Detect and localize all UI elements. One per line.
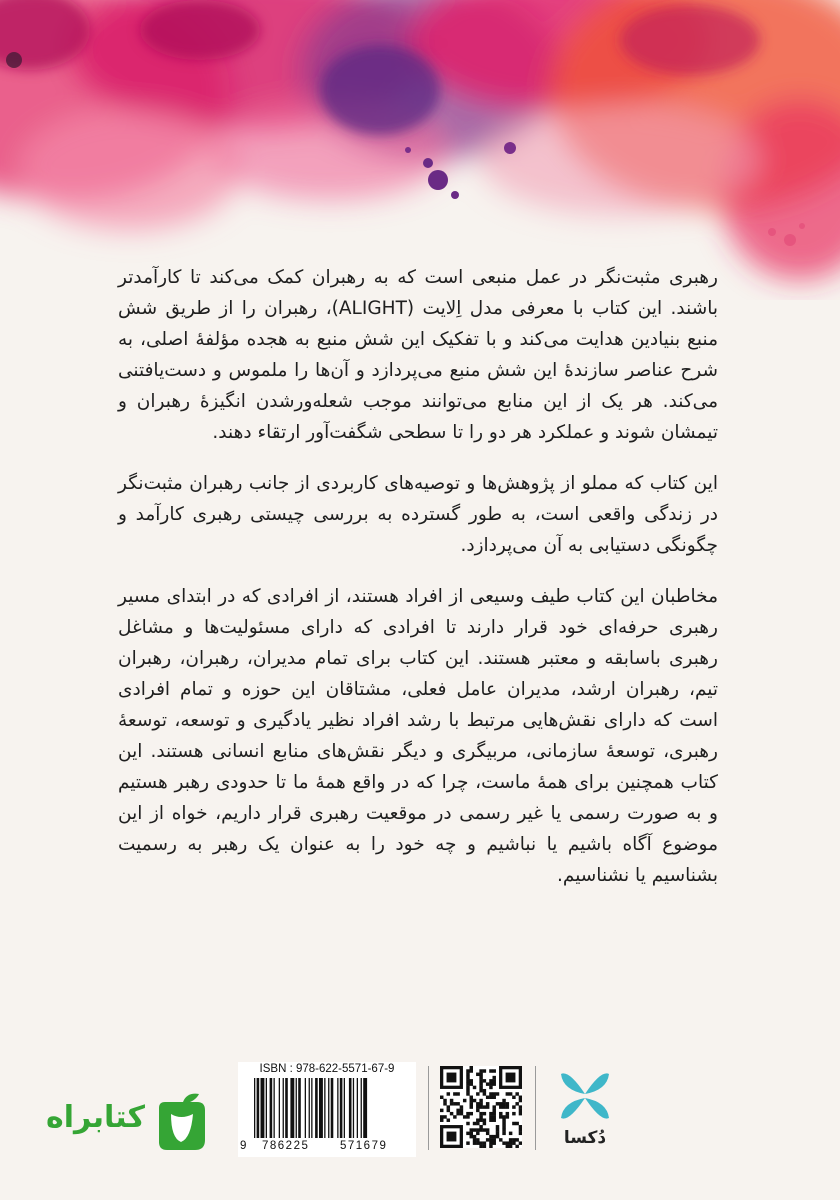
watercolor-splash: [0, 0, 840, 300]
publisher-name: دُکسا: [563, 1128, 607, 1148]
ketabrah-wordmark: کتابراه: [46, 1100, 145, 1135]
isbn-barcode: [238, 1062, 416, 1157]
publisher-logo: [545, 1068, 625, 1158]
divider-2: [535, 1066, 536, 1150]
qr-code: [440, 1066, 522, 1148]
paragraph-1: رهبری مثبت‌نگر در عمل منبعی است که به رهبران کمک می‌کند تا کارآمدتر باشند. این کتاب با معرفی مدل اِلایت (ALIGHT)، رهبران را از طریق شش منبع بنیادین هدایت می‌کند و با تفکیک این شش منبع به هجده مؤلفهٔ اصلی، به شرح عناصر سازندهٔ این شش منبع می‌پردازد و آن‌ها را ملموس و دست‌یافتنی می‌کند. هر یک از این منابع می‌توانند موجب شعله‌ورشدن انگیزهٔ رهبران و تیمشان شوند و عملکرد هر دو را تا سطحی شگفت‌آور ارتقاء دهند.: [118, 267, 718, 443]
barcode-digits-right: 571679: [340, 1140, 388, 1152]
ketabrah-logo-icon: [153, 1092, 211, 1154]
paragraph-2: این کتاب که مملو از پژوهش‌ها و توصیه‌های کاربردی از جانب رهبران مثبت‌نگر در زندگی واقعی است، به طور گسترده به بررسی چیستی رهبری کارآمد و چگونگی دستیابی به آن می‌پردازد.: [118, 473, 718, 556]
divider-1: [428, 1066, 429, 1150]
barcode-bars: [244, 1078, 410, 1140]
paragraph-3: مخاطبان این کتاب طیف وسیعی از افراد هستند، از افرادی که در ابتدای مسیر رهبری حرفه‌ای خود قرار دارند تا افرادی که دارای مسئولیت‌ها و مشاغل رهبری باسابقه و معتبر هستند. این کتاب برای تمام مدیران، رهبران، رهبران تیم، رهبران ارشد، مدیران عامل فعلی، مشتاقان این حوزه و تمام افرادی است که دارای نقش‌هایی مرتبط با رشد افراد نظیر یادگیری و توسعه، توسعهٔ رهبری، توسعهٔ سازمانی، مربیگری و دیگر نقش‌های منابع انسانی هستند. این کتاب همچنین برای همهٔ ماست، چرا که در واقع همهٔ ما تا حدودی رهبر هستیم و به صورت رسمی یا غیر رسمی در موقعیت رهبری قرار داریم، خواه از این موضوع آگاه باشیم یا نباشیم و چه خود را به عنوان یک رهبر به رسمیت بشناسیم یا نشناسیم.: [118, 586, 718, 886]
ketabrah-logo: [38, 1092, 213, 1162]
isbn-label: ISBN : 978-622-5571-67-9: [259, 1063, 395, 1075]
barcode-digit-lead: 9: [240, 1140, 247, 1152]
butterfly-icon: [559, 1068, 611, 1124]
barcode-digits-left: 786225: [262, 1140, 310, 1152]
back-cover-text: [118, 262, 718, 911]
